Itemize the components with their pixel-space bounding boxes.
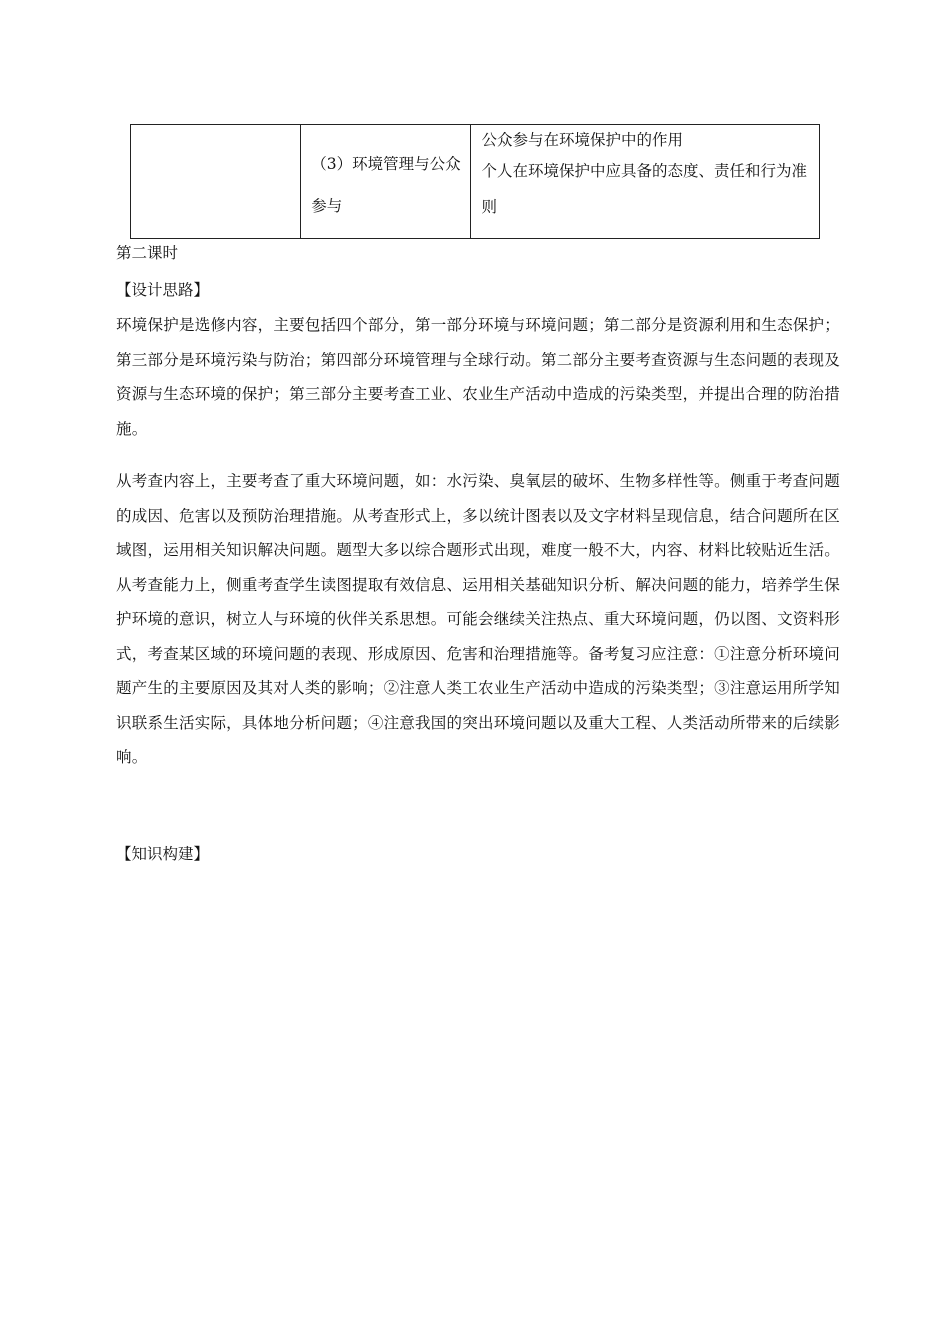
content-line: 个人在环境保护中应具备的态度、责任和行为准则 — [481, 162, 807, 216]
knowledge-heading: 【知识构建】 — [116, 845, 210, 863]
table-cell-subtopic: （3）环境管理与公众参与 — [301, 125, 471, 239]
paragraph: 从考查内容上，主要考查了重大环境问题，如：水污染、臭氧层的破坏、生物多样性等。侧重于考查问题的成因、危害以及预防治理措施。从考查形式上，多以统计图表以及文字材料呈现信息，结合问题所在区域图，运用相关知识解决问题。题型大多以综合题形式出现，难度一般不大，内容、材料比较贴近生活。从考查能力上，侧重考查学生读图提取有效信息、运用相关基础知识分析、解决问题的能力，培养学生保护环境的意识，树立人与环境的伙伴关系思想。可能会继续关注热点、重大环境问题，仍以图、文资料形式，考查某区域的环境问题的表现、形成原因、危害和治理措施等。备考复习应注意：①注意分析环境问题产生的主要原因及其对人类的影响；②注意人类工农业生产活动中造成的污染类型；③注意运用所学知识联系生活实际，具体地分析问题；④注意我国的突出环境问题以及重大工程、人类活动所带来的后续影响。 — [116, 472, 840, 766]
design-heading: 【设计思路】 — [116, 281, 210, 299]
lesson-title: 第二课时 — [116, 244, 179, 262]
table-cell-empty — [131, 125, 301, 239]
topic-table — [130, 124, 820, 239]
table-row — [131, 125, 820, 239]
table-cell-content — [471, 125, 820, 239]
content-line: 公众参与在环境保护中的作用 — [481, 131, 683, 149]
paragraph: 环境保护是选修内容，主要包括四个部分，第一部分环境与环境问题；第二部分是资源利用和生态保护；第三部分是环境污染与防治；第四部分环境管理与全球行动。第二部分主要考查资源与生态问题的表现及资源与生态环境的保护；第三部分主要考查工业、农业生产活动中造成的污染类型，并提出合理的防治措施。 — [116, 316, 840, 438]
